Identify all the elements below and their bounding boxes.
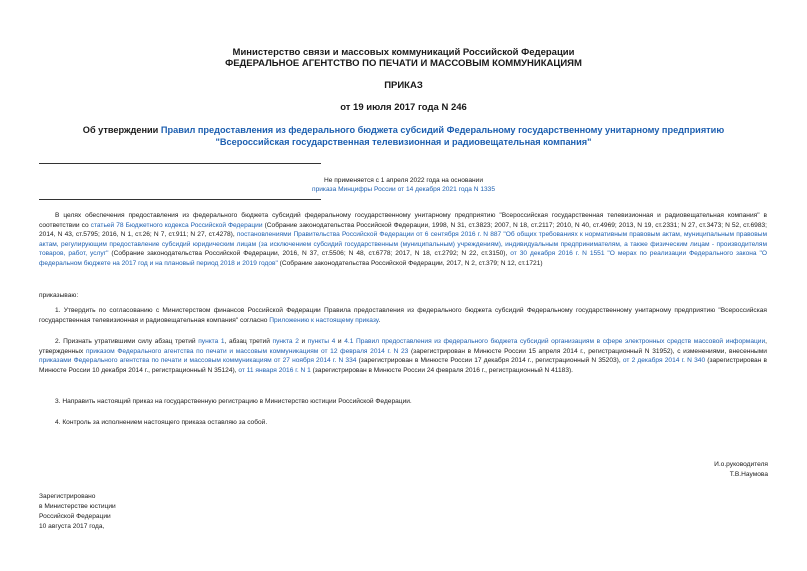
preamble-text-2: (Собрание законодательства Российской Федерации, 1998, N 31, ст.3823; 2007, N 18, ст.2117; 2010, N 40, ст.4969; 2013, N 19, ст.2331; N 27, ст.3473; N 52, ст.6983; 2014, N 43, ст.5795; 2016, N 1, ст.26; N 7, ст.911; N 27, ст.4278), [39,221,767,239]
item-2 [39,337,767,375]
item-2-link-2[interactable]: пункта 2 [272,338,299,345]
item-2-text-5: , утвержденных [39,338,767,355]
signatory-role: И.о.руководителя [714,461,768,468]
order-word: приказываю: [39,292,79,299]
preamble-text-3: (Собрание законодательства Российской Федерации, 2016, N 37, ст.5506; N 48, ст.6778; 2017, N 18, ст.2792; N 22, ст.3150), [108,250,511,258]
separator-top [39,163,321,164]
item-2-link-4[interactable]: 4.1 Правил предоставления из федерального бюджета субсидий организациям в сфере электронных средств массовой информации [344,338,766,345]
preamble-text-4: (Собрание законодательства Российской Федерации, 2017, N 2, ст.379; N 12, ст.1721) [277,259,543,267]
doc-date: от 19 июля 2017 года N 246 [340,102,467,113]
item-1 [39,306,767,325]
item-2-text-6: (зарегистрирован в Минюсте России 15 апреля 2014 г., регистрационный N 31952), с изменениями, внесенными [408,347,767,355]
registration-line-4: 10 августа 2017 года, [39,523,105,530]
notice-link [0,185,807,195]
item-2-text-1: 2. Признать утратившими силу абзац третий [55,338,199,345]
registration-line-3: Российской Федерации [39,513,111,520]
preamble-text-1: В целях обеспечения предоставления из федерального бюджета субсидий федеральному государственному унитарному предприятию "Всероссийская государственная телевизионная и радиовещательная компания" в соответствии со [39,212,767,229]
budget-code-link[interactable]: статьей 78 Бюджетного кодекса Российской Федерации [90,221,263,229]
item-2-link-3[interactable]: пункты 4 [307,338,336,345]
government-resolution-1551-link[interactable]: от 30 декабря 2016 г. N 1551 "О мерах по реализации Федерального закона "О федеральном бюджете на 2017 год и на плановый период 2018 и 2019 годов" [39,250,767,267]
agency-name: ФЕДЕРАЛЬНОЕ АГЕНТСТВО ПО ПЕЧАТИ И МАССОВЫМ КОММУНИКАЦИЯМ [225,58,582,69]
title-prefix: Об утверждении [82,125,161,135]
registration-line-1: Зарегистрировано [39,493,96,500]
item-3: 3. Направить настоящий приказ на государственную регистрацию в Министерство юстиции Российской Федерации. [55,398,412,405]
government-resolution-887-link[interactable]: постановлениями Правительства Российской Федерации от 6 сентября 2016 г. N 887 "Об общих требованиях к нормативным правовым актам, муниципальным правовым актам, регулирующим предоставление субсидий юридическим лицам (за исключением субсидий государственным (муниципальным) учреждениям), индивидуальным предпринимателям, а также физическим лицам - производителям товаров, работ, услуг" [39,231,767,258]
item-2-text-4: и [335,338,345,345]
separator-bottom [39,199,321,200]
item-2-link-7[interactable]: от 2 декабря 2014 г. N 340 [622,357,706,365]
notice-order-link[interactable]: приказа Минцифры России от 14 декабря 2021 года N 1335 [312,186,495,193]
item-2-link-8[interactable]: от 11 января 2016 г. N 1 [238,366,311,374]
item-2-link-5[interactable]: приказом Федерального агентства по печати и массовым коммуникациям от 12 февраля 2014 г. N 23 [85,347,409,355]
doc-type: ПРИКАЗ [384,80,423,91]
preamble-paragraph [39,211,767,269]
signatory-name: Т.В.Наумова [729,471,768,478]
ministry-name: Министерство связи и массовых коммуникаций Российской Федерации [232,47,575,58]
registration-line-2: в Министерстве юстиции [39,503,116,510]
item-2-text-9: (зарегистрирован в Минюсте России 24 февраля 2016 г., регистрационный N 41183). [310,366,574,374]
item-4: 4. Контроль за исполнением настоящего приказа оставляю за собой. [55,419,268,426]
notice-line-1: Не применяется с 1 апреля 2022 года на основании [323,177,484,184]
item-2-link-1[interactable]: пункта 1 [198,338,225,345]
item-2-link-6[interactable]: приказами Федерального агентства по печати и массовым коммуникациям от 27 ноября 2014 г. N 334 [39,357,357,365]
item-1-text: 1. Утвердить по согласованию с Министерством финансов Российской Федерации Правила предоставления из федерального бюджета субсидий Федеральному государственному унитарному предприятию "Всероссийская государственная телевизионная и радиовещательная компания" согласно [39,307,767,324]
document-title [60,125,747,148]
title-link[interactable]: Правил предоставления из федерального бюджета субсидий Федеральному государственному унитарному предприятию "Всероссийская государственная телевизионная и радиовещательная компания" [160,125,725,147]
item-2-text-7: (зарегистрирован в Минюсте России 17 декабря 2014 г., регистрационный N 35203), [356,357,623,365]
item-2-text-3: и [298,338,308,345]
item-2-text-8: (зарегистрирован в Минюсте России 10 декабря 2014 г., регистрационный N 35124), [39,357,768,374]
item-1-end: . [378,316,381,324]
item-2-text-2: , абзац третий [224,338,273,345]
appendix-link[interactable]: Приложению к настоящему приказу [269,316,379,324]
